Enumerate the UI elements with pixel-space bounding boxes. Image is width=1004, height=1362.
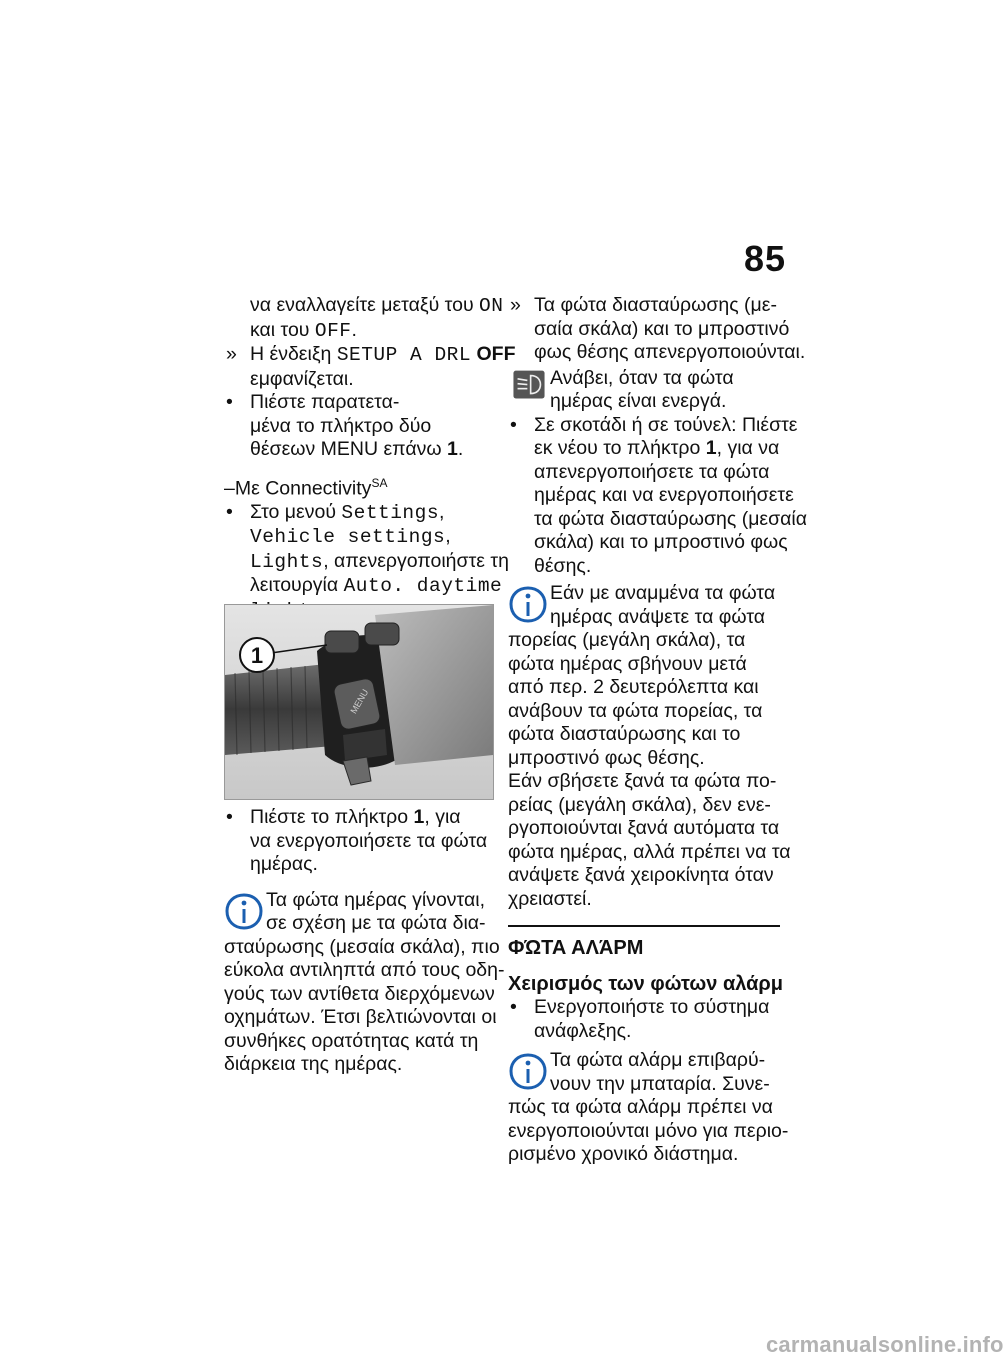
callout-1-label: 1 xyxy=(250,643,264,668)
bullet-icon: • xyxy=(510,996,517,1018)
note-line: ρισμένο χρονικό διάστημα. xyxy=(508,1143,739,1165)
note-line: σταύρωσης (μεσαία σκάλα), πιο xyxy=(224,935,500,958)
text-line: μένα το πλήκτρο δύο xyxy=(250,414,432,437)
text-line: λειτουργία Auto. daytime xyxy=(250,574,503,597)
photo-menu-label: MENU xyxy=(348,687,371,716)
note-line: ανάβουν τα φώτα πορείας, τα xyxy=(508,699,763,722)
left-column xyxy=(224,294,516,623)
note-line: μπροστινό φως θέσης. xyxy=(508,746,705,769)
note-line: φώτα ημέρας, αλλά πρέπει να τα xyxy=(508,840,791,863)
text-line: τα φώτα διασταύρωσης (μεσαία xyxy=(534,507,808,530)
text-line: Vehicle settings, xyxy=(250,525,451,548)
note-line: ανάψετε ξανά χειροκίνητα όταν xyxy=(508,864,774,886)
text-line: φως θέσης απενεργοποιούνται. xyxy=(534,341,806,363)
step-line: • Σε σκοτάδι ή σε τούνελ: Πιέστε xyxy=(510,413,798,436)
result-arrow-icon: » xyxy=(510,294,521,316)
note-line: ργοποιούνται ξανά αυτόματα τα xyxy=(508,817,780,839)
handlebar-switch-illustration xyxy=(225,605,493,799)
note-line: οχημάτων. Έτσι βελτιώνονται οι xyxy=(224,1006,497,1028)
step-line: • Στο μενού Settings, xyxy=(226,500,445,524)
note-line: φώτα διασταύρωσης και το xyxy=(508,723,741,745)
subsection-title: Χειρισμός των φώτων αλάρμ xyxy=(508,972,784,995)
info-note xyxy=(224,888,505,1077)
note-line: Τα φώτα ημέρας γίνονται, xyxy=(266,888,486,911)
text-line: και του OFF. xyxy=(250,318,357,342)
note-line: Τα φώτα αλάρμ επιβαρύ- xyxy=(550,1049,766,1071)
text-line: σκάλα) και το μπροστινό φως xyxy=(534,531,788,553)
text-line: σαία σκάλα) και το μπροστινό xyxy=(534,317,790,340)
note-line: Εάν με αναμμένα τα φώτα xyxy=(550,582,776,604)
dash-icon: – xyxy=(224,477,235,499)
bullet-icon: • xyxy=(226,806,233,828)
low-beam-indicator-icon xyxy=(510,369,548,405)
note-line: γούς των αντίθετα διερχόμενων xyxy=(224,982,495,1005)
page-number: 85 xyxy=(744,238,787,279)
text-line: να ενεργοποιήσετε τα φώτα xyxy=(250,829,488,852)
text-line: ημέρας και να ενεργοποιήσετε xyxy=(534,484,794,506)
text-line: ημέρας. xyxy=(250,853,318,875)
result-arrow-icon: » xyxy=(226,343,237,365)
text-line: θέσης. xyxy=(534,554,592,577)
text-line: θέσεων MENU επάνω 1. xyxy=(250,438,464,460)
condition-line: –Με Connectivity$^{SA}$ xyxy=(224,475,388,499)
text-line: απενεργοποιήσετε τα φώτα xyxy=(534,460,770,483)
text-line: εμφανίζεται. xyxy=(250,367,354,390)
bullet-icon: • xyxy=(226,500,233,523)
info-icon xyxy=(224,891,264,935)
info-note xyxy=(508,1049,789,1167)
note-line: πορείας (μεγάλη σκάλα), τα xyxy=(508,629,746,651)
info-note xyxy=(508,582,791,911)
note-line: Ανάβει, όταν τα φώτα xyxy=(550,366,734,389)
indicator-note xyxy=(508,367,780,414)
note-line: χρειαστεί. xyxy=(508,887,592,910)
note-line: ενεργοποιούνται μόνο για περιο- xyxy=(508,1119,789,1142)
step-line: • Πιέστε παρατετα- xyxy=(226,391,400,413)
text-line: να εναλλαγείτε μεταξύ του ON xyxy=(250,294,504,317)
section-title: ΦΏΤΑ ΑΛΆΡΜ xyxy=(508,937,644,959)
info-icon xyxy=(508,584,548,628)
handlebar-switch-photo xyxy=(224,604,494,800)
section-divider xyxy=(508,925,780,927)
note-line: σε σχέση με τα φώτα δια- xyxy=(266,912,486,934)
note-line: ημέρας είναι ενεργά. xyxy=(550,390,727,412)
note-line: εύκολα αντιληπτά από τους οδη- xyxy=(224,959,505,981)
result-line: » Τα φώτα διασταύρωσης (με- xyxy=(510,294,777,316)
text-line: ανάφλεξης. xyxy=(534,1019,632,1042)
text-line: εκ νέου το πλήκτρο 1, για να xyxy=(534,437,780,459)
right-column xyxy=(508,294,808,1167)
note-line: από περ. 2 δευτερόλεπτα και xyxy=(508,676,759,698)
bullet-icon: • xyxy=(510,413,517,436)
note-line: Εάν σβήσετε ξανά τα φώτα πο- xyxy=(508,770,777,792)
bullet-icon: • xyxy=(226,391,233,413)
note-line: πώς τα φώτα αλάρμ πρέπει να xyxy=(508,1096,773,1118)
left-column-lower xyxy=(224,806,505,1077)
step-line: • Πιέστε το πλήκτρο 1, για xyxy=(226,806,461,828)
watermark: carmanualsonline.info xyxy=(766,1332,1004,1357)
note-line: ρείας (μεγάλη σκάλα), δεν ενε- xyxy=(508,793,771,816)
note-line: φώτα ημέρας σβήνουν μετά xyxy=(508,652,747,675)
text-line: Lights, απενεργοποιήστε τη xyxy=(250,549,509,573)
note-line: συνθήκες ορατότητας κατά τη xyxy=(224,1029,479,1052)
result-line: » Η ένδειξη SETUP A DRL OFF xyxy=(226,343,516,366)
note-line: ημέρας ανάψετε τα φώτα xyxy=(550,605,766,628)
step-line: • Ενεργοποιήστε το σύστημα xyxy=(510,996,770,1018)
note-line: νουν την μπαταρία. Συνε- xyxy=(550,1072,770,1095)
info-icon xyxy=(508,1051,548,1095)
note-line: διάρκεια της ημέρας. xyxy=(224,1053,403,1075)
